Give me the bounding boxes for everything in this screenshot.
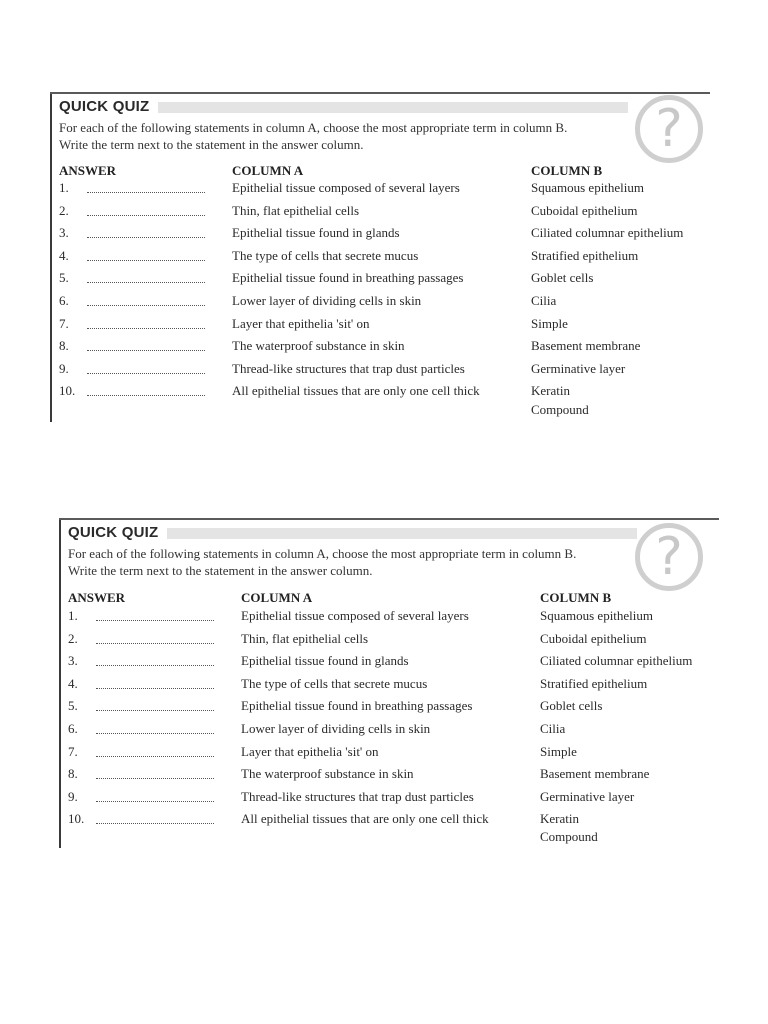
quiz-title: QUICK QUIZ [68,524,159,541]
column-a-statement: Thin, flat epithelial cells [232,202,360,218]
title-bar [167,528,637,539]
answer-blank[interactable] [87,373,205,374]
quiz-top-border [59,518,719,520]
column-b-term: Compound [531,402,589,417]
column-a-statement: Layer that epithelia 'sit' on [241,743,379,759]
column-a-statement: The waterproof substance in skin [241,766,414,782]
quiz-row [50,225,710,247]
answer-blank[interactable] [87,282,205,283]
instructions [68,545,576,579]
column-b-term: Compound [540,829,598,844]
answer-blank[interactable] [87,350,205,351]
question-mark-icon: ? [635,523,703,591]
answer-blank[interactable] [96,733,214,734]
column-b-term: Ciliated columnar epithelium [540,653,693,669]
row-number: 7. [68,743,78,759]
answer-blank[interactable] [87,305,205,306]
quiz-row [50,270,710,292]
column-b-term: Goblet cells [540,698,603,714]
column-b-term: Basement membrane [531,338,641,354]
quiz-row [50,180,710,202]
quiz-row [59,766,719,788]
title-bar [158,102,628,113]
column-b-term: Cuboidal epithelium [540,630,647,646]
quiz-row [50,361,710,383]
question-mark-icon: ? [635,95,703,163]
column-a-statement: Lower layer of dividing cells in skin [232,293,422,308]
header-column-b: COLUMN B [531,163,603,178]
column-b-term: Keratin [531,383,570,399]
quiz-row [59,744,719,766]
quiz-row [59,721,719,743]
column-b-term: Ciliated columnar epithelium [531,225,684,241]
column-b-term: Germinative layer [540,788,635,804]
row-number: 2. [59,202,69,218]
column-a-statement: Epithelial tissue found in breathing passages [241,698,473,714]
answer-blank[interactable] [96,620,214,621]
column-b-term: Squamous epithelium [531,180,645,195]
column-b-term: Simple [531,315,568,331]
row-number: 6. [59,293,69,308]
quiz-row [50,338,710,360]
quiz-row [50,383,710,405]
column-a-statement: Epithelial tissue found in glands [232,225,400,241]
quick-quiz-2 [59,518,719,878]
answer-blank[interactable] [96,823,214,824]
column-a-statement: Epithelial tissue composed of several layers [232,180,460,195]
column-b-term: Goblet cells [531,270,594,286]
quiz-row [50,248,710,270]
header-answer: ANSWER [68,590,126,605]
column-a-statement: Lower layer of dividing cells in skin [241,721,431,736]
column-a-statement: Epithelial tissue found in glands [241,653,409,669]
column-b-term: Cuboidal epithelium [531,202,638,218]
header-answer: ANSWER [59,163,117,178]
instruction-line: For each of the following statements in column A, choose the most appropriate term in column B. [59,120,568,135]
header-column-b: COLUMN B [540,590,612,605]
column-b-term: Germinative layer [531,360,626,376]
column-a-statement: All epithelial tissues that are only one cell thick [232,383,480,399]
row-number: 4. [68,675,78,691]
header-column-a: COLUMN A [241,590,313,605]
quiz-row [59,698,719,720]
row-number: 6. [68,721,78,736]
quiz-row [59,631,719,653]
quiz-row [59,653,719,675]
row-number: 7. [59,315,69,331]
column-a-statement: Epithelial tissue composed of several layers [241,608,469,623]
row-number: 3. [59,225,69,241]
column-b-term: Cilia [540,721,566,736]
row-number: 5. [68,698,78,714]
row-number: 3. [68,653,78,669]
answer-blank[interactable] [87,328,205,329]
quiz-title: QUICK QUIZ [59,98,150,115]
answer-blank[interactable] [87,260,205,261]
quiz-row [59,676,719,698]
column-a-statement: The waterproof substance in skin [232,338,405,354]
answer-blank[interactable] [96,756,214,757]
column-a-statement: The type of cells that secrete mucus [241,675,428,691]
column-b-term: Stratified epithelium [531,247,639,263]
answer-blank[interactable] [87,192,205,193]
column-a-statement: Layer that epithelia 'sit' on [232,315,370,331]
column-b-term: Basement membrane [540,766,650,782]
column-b-term: Simple [540,743,577,759]
answer-blank[interactable] [87,237,205,238]
header-column-a: COLUMN A [232,163,304,178]
quiz-row [59,608,719,630]
row-number: 10. [68,811,85,827]
quiz-row [50,316,710,338]
row-number: 9. [59,360,69,376]
answer-blank[interactable] [87,215,205,216]
column-a-statement: Epithelial tissue found in breathing passages [232,270,464,286]
column-b-term: Cilia [531,293,557,308]
row-number: 1. [59,180,69,195]
quiz-top-border [50,92,710,94]
answer-blank[interactable] [96,688,214,689]
row-number: 2. [68,630,78,646]
row-number: 4. [59,247,69,263]
column-a-statement: All epithelial tissues that are only one cell thick [241,811,489,827]
column-b-term: Stratified epithelium [540,675,648,691]
column-a-statement: Thread-like structures that trap dust particles [232,360,465,376]
answer-blank[interactable] [96,710,214,711]
quick-quiz-1 [50,92,710,452]
answer-blank[interactable] [96,778,214,779]
answer-blank[interactable] [96,801,214,802]
quiz-row [50,293,710,315]
column-a-statement: Thread-like structures that trap dust particles [241,788,474,804]
quiz-row [59,789,719,811]
row-number: 8. [68,766,78,782]
row-number: 10. [59,383,76,399]
instruction-line: Write the term next to the statement in the answer column. [68,563,373,578]
answer-blank[interactable] [87,395,205,396]
answer-blank[interactable] [96,665,214,666]
column-b-term: Keratin [540,811,579,827]
row-number: 5. [59,270,69,286]
row-number: 1. [68,608,78,623]
row-number: 9. [68,788,78,804]
row-number: 8. [59,338,69,354]
instructions [59,119,567,153]
instruction-line: Write the term next to the statement in the answer column. [59,137,364,152]
column-a-statement: The type of cells that secrete mucus [232,247,419,263]
quiz-row [59,811,719,833]
quiz-row [50,203,710,225]
column-a-statement: Thin, flat epithelial cells [241,630,369,646]
answer-blank[interactable] [96,643,214,644]
column-b-term: Squamous epithelium [540,608,654,623]
instruction-line: For each of the following statements in column A, choose the most appropriate term in column B. [68,546,577,561]
